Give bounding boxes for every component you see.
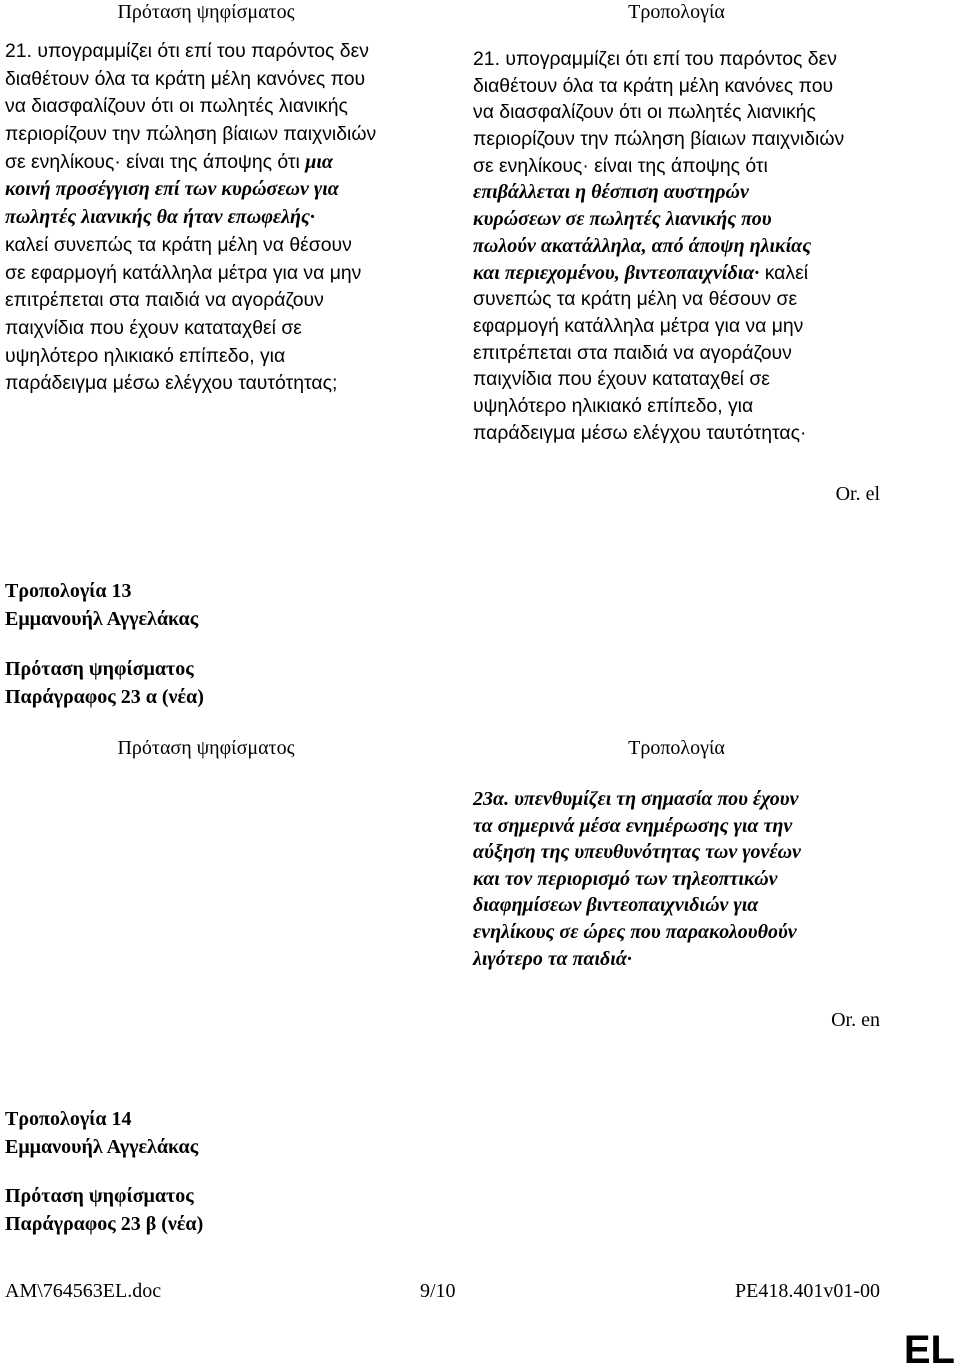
original-language-note: Or. el [835,483,880,505]
target-paragraph: Παράγραφος 23 α (νέα) [5,685,204,708]
text-line [5,232,376,260]
amendment-title: Τροπολογία 13 [5,580,132,602]
text-line [473,340,844,367]
text-line [5,343,376,371]
text-segment: επιτρέπεται στα παιδιά να αγοράζουν [5,289,324,312]
column-header-motion: Πρόταση ψηφίσματος [117,737,295,759]
emphasized-text: και περιεχομένου, βιντεοπαιχνίδια· [473,261,760,284]
text-line [5,93,376,121]
footer-page-number: 9/10 [420,1280,456,1302]
text-line [473,839,801,866]
amendment-13-heading [5,578,198,633]
emphasized-text: τα σημερινά μέσα ενημέρωσης για την [473,814,793,837]
amendment-text-column [473,786,801,972]
text-line [473,786,801,813]
text-line [473,73,844,100]
text-line [5,370,376,398]
amendment-author: Εμμανουήλ Αγγελάκας [5,607,199,630]
text-line [473,179,844,206]
text-segment: σε ενηλίκους· είναι της άποψης ότι [5,150,306,173]
column-header-motion: Πρόταση ψηφίσματος [117,1,295,23]
emphasized-text: ενηλίκους σε ώρες που παρακολουθούν [473,920,797,943]
text-line [473,393,844,420]
text-segment: να διασφαλίζουν ότι οι πωλητές λιανικής [5,95,348,118]
text-segment: καλεί συνεπώς τα κράτη μέλη να θέσουν [5,233,352,256]
text-line [473,99,844,126]
text-segment: διαθέτουν όλα τα κράτη μέλη κανόνες που [473,74,834,97]
text-line [473,866,801,893]
emphasized-text: αύξηση της υπευθυνότητας των γονέων [473,841,801,864]
text-line [473,420,844,447]
emphasized-text: μια [305,150,333,173]
column-header-amendment: Τροπολογία [628,737,725,759]
text-line [473,313,844,340]
original-language-note: Or. en [831,1009,880,1031]
text-line [5,176,376,204]
text-line [5,121,376,149]
text-segment: σε ενηλίκους· είναι της άποψης ότι [473,154,768,177]
emphasized-text: πωλητές λιανικής θα ήταν επωφελής· [5,206,315,229]
text-line [473,919,801,946]
text-line [5,38,376,66]
text-segment: επιτρέπεται στα παιδιά να αγοράζουν [473,341,792,364]
target-paragraph: Παράγραφος 23 β (νέα) [5,1212,204,1235]
text-segment: υψηλότερο ηλικιακό επίπεδο, για [473,394,754,417]
text-segment: παιχνίδια που έχουν καταταχθεί σε [473,368,770,391]
text-segment: περιορίζουν την πώληση βίαιων παιχνιδιών [473,128,845,151]
text-segment: σε εφαρμογή κατάλληλα μέτρα για να μην [5,261,362,284]
amendment-14-heading [5,1106,198,1161]
column-header-amendment: Τροπολογία [628,1,725,23]
text-line [5,149,376,177]
text-line [5,287,376,315]
text-segment: παράδειγμα μέσω ελέγχου ταυτότητας· [473,421,807,444]
text-segment: 21. υπογραμμίζει ότι επί του παρόντος δεν [473,48,837,70]
footer-file-reference: AM\764563EL.doc [5,1280,162,1302]
text-segment: 21. υπογραμμίζει ότι επί του παρόντος δεν [5,40,369,62]
motion-text-column [5,38,376,398]
emphasized-text: κοινή προσέγγιση επί των κυρώσεων για [5,178,339,201]
amendment-text-column [473,46,844,446]
text-line [5,315,376,343]
language-code: EL [903,1328,955,1371]
amendment-14-target [5,1183,203,1238]
emphasized-text: επιβάλλεται η θέσπιση αυστηρών [473,181,749,204]
text-line [473,366,844,393]
text-line [473,46,844,73]
emphasized-text: πωλούν ακατάλληλα, από άποψη ηλικίας [473,234,812,257]
text-segment: παιχνίδια που έχουν καταταχθεί σε [5,316,302,339]
amendment-title: Τροπολογία 14 [5,1108,132,1130]
emphasized-text: 23α. υπενθυμίζει τη σημασία που έχουν [473,788,799,810]
text-line [473,260,844,287]
text-segment: συνεπώς τα κράτη μέλη να θέσουν σε [473,288,798,311]
text-line [473,153,844,180]
text-segment: εφαρμογή κατάλληλα μέτρα για να μην [473,314,804,337]
text-line [473,946,801,973]
emphasized-text: κυρώσεων σε πωλητές λιανικής που [473,208,772,231]
emphasized-text: διαφημίσεων βιντεοπαιχνιδιών για [473,894,759,917]
amendment-author: Εμμανουήλ Αγγελάκας [5,1135,199,1158]
text-segment: υψηλότερο ηλικιακό επίπεδο, για [5,344,286,367]
text-segment: παράδειγμα μέσω ελέγχου ταυτότητας; [5,372,338,395]
target-document: Πρόταση ψηφίσματος [5,1185,194,1207]
emphasized-text: λιγότερο τα παιδιά· [473,947,632,970]
text-line [473,233,844,260]
text-line [473,286,844,313]
text-segment: να διασφαλίζουν ότι οι πωλητές λιανικής [473,101,816,124]
emphasized-text: και τον περιορισμό των τηλεοπτικών [473,867,778,890]
text-segment: περιορίζουν την πώληση βίαιων παιχνιδιών [5,123,377,146]
text-segment: διαθέτουν όλα τα κράτη μέλη κανόνες που [5,67,366,90]
text-line [5,66,376,94]
text-segment: καλεί [759,261,809,284]
text-line [5,204,376,232]
text-line [473,892,801,919]
text-line [473,206,844,233]
amendment-13-target [5,656,204,711]
text-line [473,126,844,153]
text-line [5,260,376,288]
footer-pe-reference: PE418.401v01-00 [735,1280,880,1302]
text-line [473,813,801,840]
target-document: Πρόταση ψηφίσματος [5,658,194,680]
